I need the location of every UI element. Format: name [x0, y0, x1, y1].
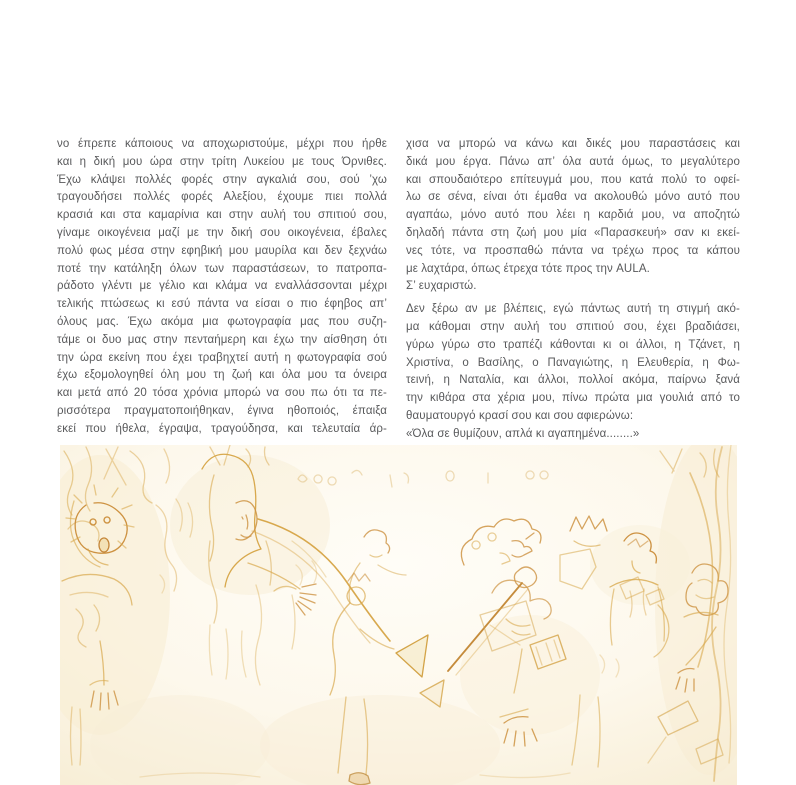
text-line: νο έπρεπε κάποιους να αποχωριστούμε, μέχρι που ήρθε [57, 138, 387, 150]
text-line: ράδοτο γλέντι με γέλιο και κλάμα να εναλλάσσονται μέχρι [57, 280, 387, 293]
text-line: αγαπάω, μόνο αυτό που λέει η καρδιά μου, να αποζητώ [406, 209, 740, 222]
text-line: όλους μας. Έχω ακόμα μια φωτογραφία μας που συζη- [57, 315, 387, 328]
text-line: μα κάθομαι στην αυλή του σπιτιού σου, έχει βραδιάσει, [406, 320, 740, 333]
text-line: «Όλα σε θυμίζουν, απλά κι αγαπημένα........» [406, 427, 640, 440]
text-line: τεινή, η Ναταλία, και άλλοι, πολλοί ακόμα, παίρνω ξανά [406, 374, 740, 387]
text-line: κρασιά και στα καμαρίνια και στην αυλή του σπιτιού σου, [57, 209, 387, 222]
text-line: νες τότε, να προσπαθώ πάντα να τρέχω προς τα κάπου [406, 244, 740, 257]
text-line: και η δική μου ώρα στην τρίτη Λυκείου με τους Όρνιθες. [57, 155, 387, 168]
text-line: ρισσότερα πραγματοποιήθηκαν, έγινα ηθοποιός, έπαιξα [57, 404, 387, 417]
text-column-right [406, 136, 740, 444]
text-line: τελικής πτώσεως κι εσύ πάντα να είσαι ο πιο έφηβος απ’ [57, 298, 387, 311]
text-line: τάμε οι δυο μας στην πενταήμερη και έχω την αίσθηση ότι [57, 333, 387, 346]
text-line: εκεί που ήθελα, έγραψα, τραγούδησα, και τελευταία άρ- [57, 422, 387, 435]
text-line: με λαχτάρα, όπως έτρεχα τότε προς την AULA. [406, 262, 650, 275]
text-line: την κιθάρα στα χέρια μου, πίνω πρώτα μια γουλιά από το [406, 392, 740, 405]
text-line: γίναμε οικογένεια μαζί με την δική σου οικογένεια, έβαλες [57, 226, 387, 239]
text-line: Σ’ ευχαριστώ. [406, 280, 477, 293]
text-line: γύρω γύρω στο τραπέζι κάθονται κι οι άλλοι, η Τζάνετ, η [406, 338, 740, 351]
text-line: και σπουδαιότερο επίτευγμά μου, που κατά πολύ το οφεί- [406, 173, 740, 186]
text-line: λω σε σένα, είναι ότι έμαθα να ακολουθώ μόνο αυτό που [406, 191, 740, 204]
text-line: Έχω κλάψει πολλές φορές στην αγκαλιά σου, σού ’χω [57, 173, 387, 186]
text-line: ποτέ την κατάληξη όλων των παραστάσεων, το πατροπα- [57, 262, 387, 275]
text-line: πολύ φως μέσα στην εφηβική μου μαυρίλα και δεν ξεχνάω [57, 244, 387, 257]
artwork-sketch-svg [60, 445, 737, 785]
text-line: δικά μου έργα. Πάνω απ’ όλα αυτά όμως, το μεγαλύτερο [406, 155, 740, 168]
text-line: χισα να μπορώ να κάνω και δικές μου παραστάσεις και [406, 138, 740, 150]
text-line: δηλαδή πάντα στη ζωή μου μία «Παρασκευή» σαν κι εκεί- [406, 226, 740, 239]
text-line: θαυματουργό κρασί σου και σου αφιερώνω: [406, 409, 634, 422]
text-column-left [57, 136, 387, 439]
text-line: έχω εξομολογηθεί όλη μου τη ζωή και όλα μου τα όνειρα [57, 369, 387, 382]
text-line: και μετά από 20 τόσα χρόνια μπορώ να σου πω ότι τα πε- [57, 387, 387, 400]
text-line: Χριστίνα, ο Βασίλης, ο Παναγιώτης, η Ελευθερία, η Φω- [406, 356, 740, 369]
text-line: Δεν ξέρω αν με βλέπεις, εγώ πάντως αυτή τη στιγμή ακό- [406, 303, 740, 316]
text-line: τραγουδήσει πολλές φορές Αλεξίου, έχουμε πιει πολλά [57, 191, 387, 204]
artwork-image [60, 445, 737, 785]
text-line: την ώρα εκείνη που έχει τραβηχτεί αυτή η φωτογραφία σού [57, 351, 387, 364]
